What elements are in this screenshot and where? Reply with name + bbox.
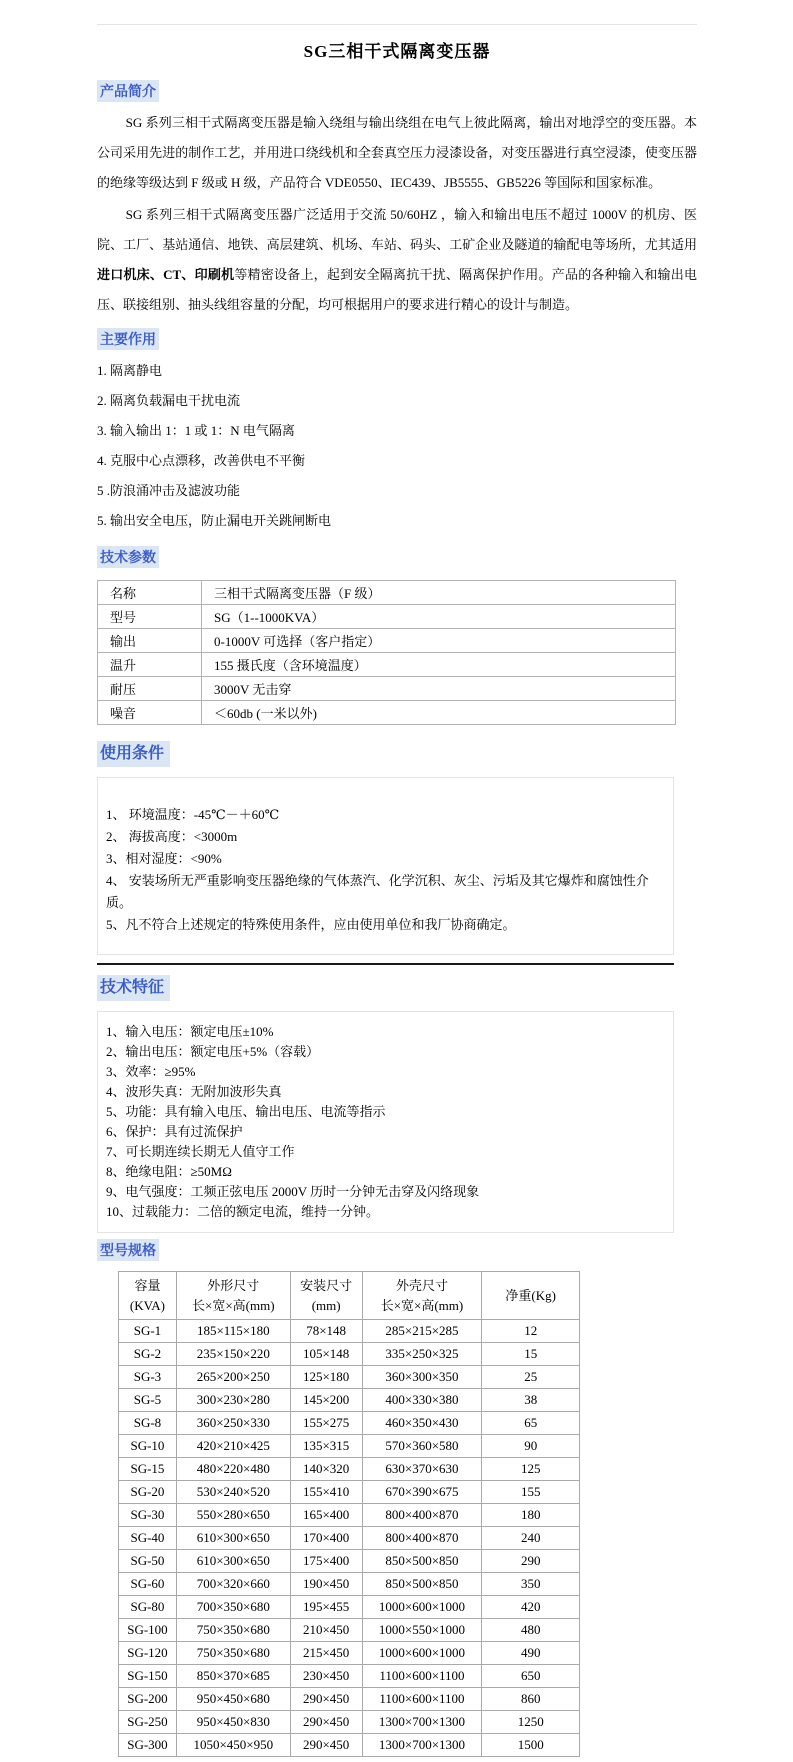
cell-model: SG-2 <box>119 1343 177 1366</box>
table-row <box>119 1688 580 1711</box>
cell-install: 290×450 <box>290 1734 362 1757</box>
cell-install: 230×450 <box>290 1665 362 1688</box>
cell-shell: 1000×600×1000 <box>362 1596 482 1619</box>
header-install-sub: (mm) <box>311 1297 341 1313</box>
cell-model: SG-20 <box>119 1481 177 1504</box>
cell-dimensions: 265×200×250 <box>176 1366 290 1389</box>
list-item: 5 .防浪涌冲击及滤波功能 <box>97 483 241 498</box>
section-heading-tech-features: 技术特征 <box>97 975 170 1001</box>
table-row <box>119 1734 580 1757</box>
table-row <box>119 1504 580 1527</box>
header-install <box>290 1272 362 1320</box>
table-row <box>98 677 676 701</box>
cell-install: 135×315 <box>290 1435 362 1458</box>
cell-weight: 155 <box>482 1481 580 1504</box>
cell-weight: 650 <box>482 1665 580 1688</box>
cell-weight: 1500 <box>482 1734 580 1757</box>
cell-model: SG-100 <box>119 1619 177 1642</box>
cell-weight: 38 <box>482 1389 580 1412</box>
cell-shell: 460×350×430 <box>362 1412 482 1435</box>
header-dimensions-title: 外形尺寸 <box>207 1277 260 1293</box>
section-heading-use-conditions: 使用条件 <box>97 741 170 767</box>
list-item: 6、保护：具有过流保护 <box>106 1124 243 1139</box>
cell-weight: 860 <box>482 1688 580 1711</box>
cell-install: 170×400 <box>290 1527 362 1550</box>
param-value: ＜60db (一米以外) <box>202 701 676 725</box>
table-row <box>119 1320 580 1343</box>
list-item: 1、 环境温度：-45℃－＋60℃ <box>106 807 280 822</box>
cell-weight: 490 <box>482 1642 580 1665</box>
param-value: 3000V 无击穿 <box>202 677 676 701</box>
table-row <box>119 1573 580 1596</box>
list-item: 8、绝缘电阻：≥50MΩ <box>106 1164 232 1179</box>
param-label: 温升 <box>98 653 202 677</box>
header-shell-title: 外壳尺寸 <box>395 1277 448 1293</box>
table-row <box>119 1619 580 1642</box>
cell-dimensions: 480×220×480 <box>176 1458 290 1481</box>
section-heading-main-functions: 主要作用 <box>97 328 159 350</box>
cell-model: SG-1 <box>119 1320 177 1343</box>
document-page <box>97 24 697 1757</box>
cell-install: 190×450 <box>290 1573 362 1596</box>
list-item: 3、效率：≥95% <box>106 1064 196 1079</box>
list-item: 4. 克服中心点漂移，改善供电不平衡 <box>97 453 306 468</box>
cell-install: 175×400 <box>290 1550 362 1573</box>
section-intro <box>97 74 697 320</box>
cell-weight: 350 <box>482 1573 580 1596</box>
cell-install: 140×320 <box>290 1458 362 1481</box>
cell-shell: 1000×550×1000 <box>362 1619 482 1642</box>
cell-weight: 420 <box>482 1596 580 1619</box>
tech-params-table <box>97 580 676 725</box>
table-row <box>119 1481 580 1504</box>
section-heading-tech-params: 技术参数 <box>97 546 159 568</box>
table-row <box>119 1527 580 1550</box>
cell-install: 155×275 <box>290 1412 362 1435</box>
table-row <box>98 701 676 725</box>
cell-dimensions: 750×350×680 <box>176 1642 290 1665</box>
main-functions-list <box>97 356 697 536</box>
cell-shell: 400×330×380 <box>362 1389 482 1412</box>
cell-dimensions: 950×450×680 <box>176 1688 290 1711</box>
cell-shell: 570×360×580 <box>362 1435 482 1458</box>
param-label: 型号 <box>98 605 202 629</box>
table-row <box>119 1665 580 1688</box>
cell-dimensions: 750×350×680 <box>176 1619 290 1642</box>
use-conditions-box <box>97 777 674 955</box>
header-weight: 净重(Kg) <box>482 1272 580 1320</box>
intro-paragraph-2-bold: 进口机床、CT、印刷机 <box>97 267 235 282</box>
cell-install: 165×400 <box>290 1504 362 1527</box>
page-title: SG三相干式隔离变压器 <box>303 42 491 61</box>
cell-dimensions: 950×450×830 <box>176 1711 290 1734</box>
cell-weight: 290 <box>482 1550 580 1573</box>
cell-shell: 285×215×285 <box>362 1320 482 1343</box>
header-shell-sub: 长×宽×高(mm) <box>380 1297 464 1313</box>
list-item: 5. 输出安全电压，防止漏电开关跳闸断电 <box>97 513 332 528</box>
table-row <box>119 1435 580 1458</box>
cell-model: SG-80 <box>119 1596 177 1619</box>
table-row <box>119 1711 580 1734</box>
param-label: 名称 <box>98 581 202 605</box>
cell-weight: 65 <box>482 1412 580 1435</box>
header-dimensions <box>176 1272 290 1320</box>
header-install-title: 安装尺寸 <box>300 1277 353 1293</box>
cell-shell: 1100×600×1100 <box>362 1665 482 1688</box>
cell-install: 78×148 <box>290 1320 362 1343</box>
cell-weight: 480 <box>482 1619 580 1642</box>
section-tech-params <box>97 540 697 725</box>
cell-model: SG-120 <box>119 1642 177 1665</box>
cell-dimensions: 1050×450×950 <box>176 1734 290 1757</box>
list-item: 5、凡不符合上述规定的特殊使用条件，应由使用单位和我厂协商确定。 <box>106 917 516 932</box>
cell-weight: 180 <box>482 1504 580 1527</box>
section-tech-features <box>97 969 697 1233</box>
section-heading-intro: 产品简介 <box>97 80 159 102</box>
section-heading-spec: 型号规格 <box>97 1239 159 1261</box>
list-item: 1. 隔离静电 <box>97 363 163 378</box>
cell-shell: 850×500×850 <box>362 1550 482 1573</box>
param-label: 耐压 <box>98 677 202 701</box>
cell-install: 290×450 <box>290 1711 362 1734</box>
cell-dimensions: 610×300×650 <box>176 1550 290 1573</box>
cell-model: SG-30 <box>119 1504 177 1527</box>
table-row <box>119 1550 580 1573</box>
intro-paragraph-1: SG 系列三相干式隔离变压器是输入绕组与输出绕组在电气上彼此隔离，输出对地浮空的变压器。本公司采用先进的制作工艺，并用进口绕线机和全套真空压力浸漆设备，对变压器进行真空浸漆，使变压器的绝缘等级达到 F 级或 H 级，产品符合 VDE0550、IEC439、JB5555、GB5226 等国际和国家标准。 <box>97 115 697 190</box>
cell-dimensions: 610×300×650 <box>176 1527 290 1550</box>
list-item: 2、 海拔高度：<3000m <box>106 829 238 844</box>
table-row <box>119 1389 580 1412</box>
cell-shell: 1300×700×1300 <box>362 1711 482 1734</box>
table-row <box>119 1458 580 1481</box>
cell-install: 210×450 <box>290 1619 362 1642</box>
cell-dimensions: 850×370×685 <box>176 1665 290 1688</box>
cell-model: SG-40 <box>119 1527 177 1550</box>
cell-shell: 800×400×870 <box>362 1504 482 1527</box>
header-dimensions-sub: 长×宽×高(mm) <box>192 1297 275 1313</box>
cell-dimensions: 530×240×520 <box>176 1481 290 1504</box>
list-item: 2. 隔离负载漏电干扰电流 <box>97 393 241 408</box>
table-row <box>119 1642 580 1665</box>
cell-dimensions: 360×250×330 <box>176 1412 290 1435</box>
cell-dimensions: 700×350×680 <box>176 1596 290 1619</box>
cell-shell: 670×390×675 <box>362 1481 482 1504</box>
list-item: 1、输入电压：额定电压±10% <box>106 1024 274 1039</box>
header-shell <box>362 1272 482 1320</box>
cell-weight: 25 <box>482 1366 580 1389</box>
list-item: 3. 输入输出 1：1 或 1：N 电气隔离 <box>97 423 295 438</box>
cell-shell: 630×370×630 <box>362 1458 482 1481</box>
cell-model: SG-150 <box>119 1665 177 1688</box>
cell-install: 125×180 <box>290 1366 362 1389</box>
cell-model: SG-5 <box>119 1389 177 1412</box>
cell-install: 215×450 <box>290 1642 362 1665</box>
cell-dimensions: 185×115×180 <box>176 1320 290 1343</box>
list-item: 9、电气强度：工频正弦电压 2000V 历时一分钟无击穿及闪络现象 <box>106 1184 480 1199</box>
table-row <box>119 1412 580 1435</box>
cell-model: SG-3 <box>119 1366 177 1389</box>
cell-model: SG-10 <box>119 1435 177 1458</box>
cell-model: SG-200 <box>119 1688 177 1711</box>
cell-shell: 360×300×350 <box>362 1366 482 1389</box>
table-row <box>98 653 676 677</box>
model-spec-table <box>118 1271 580 1757</box>
cell-weight: 15 <box>482 1343 580 1366</box>
param-value: 155 摄氏度（含环境温度） <box>202 653 676 677</box>
section-main-functions <box>97 322 697 536</box>
cell-install: 105×148 <box>290 1343 362 1366</box>
list-item: 4、 安装场所无严重影响变压器绝缘的气体蒸汽、化学沉积、灰尘、污垢及其它爆炸和腐蚀性介质。 <box>106 873 649 910</box>
spec-header-row <box>119 1272 580 1320</box>
list-item: 3、相对湿度：<90% <box>106 851 222 866</box>
tech-features-box <box>97 1011 674 1233</box>
cell-weight: 1250 <box>482 1711 580 1734</box>
param-value: 三相干式隔离变压器（F 级） <box>202 581 676 605</box>
cell-shell: 1300×700×1300 <box>362 1734 482 1757</box>
cell-model: SG-50 <box>119 1550 177 1573</box>
list-item: 10、过载能力：二倍的额定电流，维持一分钟。 <box>106 1204 380 1219</box>
cell-model: SG-300 <box>119 1734 177 1757</box>
cell-install: 290×450 <box>290 1688 362 1711</box>
cell-dimensions: 300×230×280 <box>176 1389 290 1412</box>
cell-install: 195×455 <box>290 1596 362 1619</box>
header-capacity: 容量(KVA) <box>119 1272 177 1320</box>
list-item: 7、可长期连续长期无人值守工作 <box>106 1144 295 1159</box>
intro-paragraph-2-text: SG 系列三相干式隔离变压器广泛适用于交流 50/60HZ ，输入和输出电压不超过 1000V 的机房、医院、工厂、基站通信、地铁、高层建筑、机场、车站、码头、工矿企业及隧道的输配电等场所，尤其适用 <box>97 207 697 252</box>
cell-shell: 335×250×325 <box>362 1343 482 1366</box>
param-value: 0-1000V 可选择（客户指定） <box>202 629 676 653</box>
table-row <box>119 1343 580 1366</box>
intro-paragraph-2-tail: 等精密设备上，起到安全隔离抗干扰、隔离保护作用。产品的各种输入和输出电压、联接组别、抽头线组容量的分配，均可根据用户的要求进行精心的设计与制造。 <box>97 267 697 312</box>
cell-weight: 125 <box>482 1458 580 1481</box>
section-divider <box>97 963 674 965</box>
param-value: SG（1--1000KVA） <box>202 605 676 629</box>
cell-dimensions: 235×150×220 <box>176 1343 290 1366</box>
param-label: 噪音 <box>98 701 202 725</box>
list-item: 2、输出电压：额定电压+5%（容载） <box>106 1044 320 1059</box>
cell-model: SG-60 <box>119 1573 177 1596</box>
cell-shell: 1000×600×1000 <box>362 1642 482 1665</box>
list-item: 5、功能：具有输入电压、输出电压、电流等指示 <box>106 1104 386 1119</box>
cell-model: SG-15 <box>119 1458 177 1481</box>
cell-model: SG-8 <box>119 1412 177 1435</box>
table-row <box>119 1366 580 1389</box>
intro-paragraph-2 <box>97 200 697 320</box>
cell-weight: 90 <box>482 1435 580 1458</box>
table-row <box>119 1596 580 1619</box>
cell-weight: 240 <box>482 1527 580 1550</box>
cell-install: 145×200 <box>290 1389 362 1412</box>
cell-dimensions: 420×210×425 <box>176 1435 290 1458</box>
cell-install: 155×410 <box>290 1481 362 1504</box>
table-row <box>98 581 676 605</box>
cell-dimensions: 700×320×660 <box>176 1573 290 1596</box>
section-use-conditions <box>97 735 697 955</box>
list-item: 4、波形失真：无附加波形失真 <box>106 1084 282 1099</box>
cell-weight: 12 <box>482 1320 580 1343</box>
cell-shell: 850×500×850 <box>362 1573 482 1596</box>
cell-shell: 1100×600×1100 <box>362 1688 482 1711</box>
cell-shell: 800×400×870 <box>362 1527 482 1550</box>
section-spec-table <box>97 1233 697 1757</box>
table-row <box>98 605 676 629</box>
table-row <box>98 629 676 653</box>
cell-dimensions: 550×280×650 <box>176 1504 290 1527</box>
param-label: 输出 <box>98 629 202 653</box>
cell-model: SG-250 <box>119 1711 177 1734</box>
